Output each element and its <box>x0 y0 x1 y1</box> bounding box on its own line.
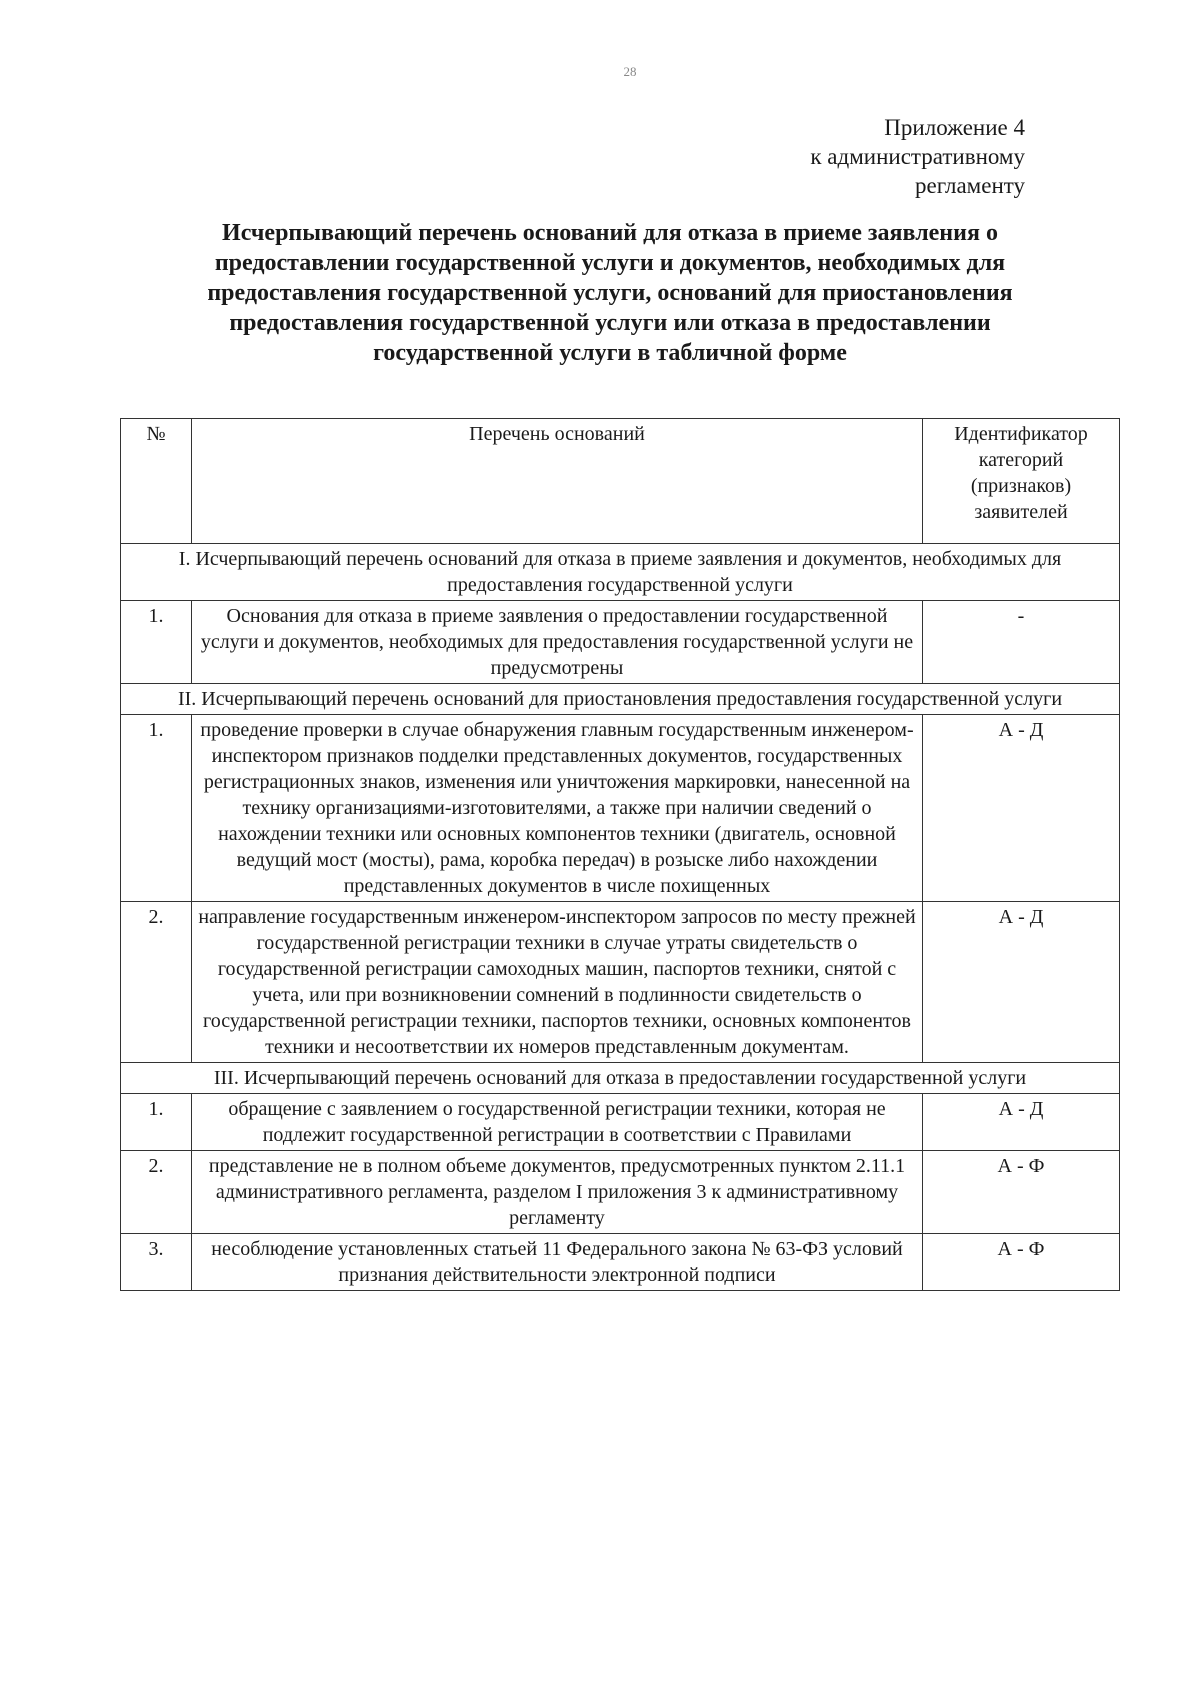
row-number: 1. <box>121 1094 192 1151</box>
appendix-line-1: Приложение 4 <box>884 115 1025 140</box>
row-number: 3. <box>121 1234 192 1291</box>
row-text: направление государственным инженером-инспектором запросов по месту прежней государственной регистрации техники в случае утраты свидетельств о государственной регистрации самоходных машин, паспортов техники, снятой с учета, или при возникновении сомнений в подлинности свидетельств о государственной регистрации техники, паспортов техники, основных компонентов техники и несоответствии их номеров представленным документам. <box>192 902 923 1063</box>
header-identifier: Идентификатор категорий (признаков) заявителей <box>923 419 1120 544</box>
header-number: № <box>121 419 192 544</box>
row-identifier: - <box>923 601 1120 684</box>
page-number: 28 <box>623 64 637 79</box>
row-text: проведение проверки в случае обнаружения главным государственным инженером-инспектором признаков подделки представленных документов, государственных регистрационных знаков, изменения или уничтожения маркировки, нанесенной на технику организациями-изготовителями, а также при наличии сведений о нахождении техники или основных компонентов техники (двигатель, основной ведущий мост (мосты), рама, коробка передач) в розыске либо нахождении представленных документов в числе похищенных <box>192 715 923 902</box>
table-row <box>121 902 1120 1063</box>
section-title: III. Исчерпывающий перечень оснований для отказа в предоставлении государственной услуги <box>121 1063 1120 1094</box>
row-text: представление не в полном объеме документов, предусмотренных пунктом 2.11.1 административного регламента, разделом I приложения 3 к административному регламенту <box>192 1151 923 1234</box>
grounds-table <box>120 418 1120 1291</box>
table-row <box>121 601 1120 684</box>
row-identifier: А - Ф <box>923 1234 1120 1291</box>
section-row <box>121 684 1120 715</box>
table-row <box>121 1234 1120 1291</box>
table-row <box>121 1151 1120 1234</box>
row-text: Основания для отказа в приеме заявления о предоставлении государственной услуги и документов, необходимых для предоставления государственной услуги не предусмотрены <box>192 601 923 684</box>
row-identifier: А - Д <box>923 715 1120 902</box>
row-number: 1. <box>121 715 192 902</box>
table-row <box>121 715 1120 902</box>
row-text: несоблюдение установленных статьей 11 Федерального закона № 63-ФЗ условий признания действительности электронной подписи <box>192 1234 923 1291</box>
appendix-line-3: регламенту <box>915 173 1025 198</box>
header-grounds: Перечень оснований <box>192 419 923 544</box>
row-identifier: А - Д <box>923 902 1120 1063</box>
table-header-row <box>121 419 1120 544</box>
table-row <box>121 1094 1120 1151</box>
section-title: I. Исчерпывающий перечень оснований для отказа в приеме заявления и документов, необходимых для предоставления государственной услуги <box>121 544 1120 601</box>
row-number: 2. <box>121 902 192 1063</box>
row-text: обращение с заявлением о государственной регистрации техники, которая не подлежит государственной регистрации в соответствии с Правилами <box>192 1094 923 1151</box>
section-row <box>121 1063 1120 1094</box>
appendix-reference <box>810 113 1025 200</box>
row-identifier: А - Ф <box>923 1151 1120 1234</box>
row-number: 1. <box>121 601 192 684</box>
row-number: 2. <box>121 1151 192 1234</box>
section-row <box>121 544 1120 601</box>
section-title: II. Исчерпывающий перечень оснований для приостановления предоставления государственной услуги <box>121 684 1120 715</box>
appendix-line-2: к административному <box>810 144 1025 169</box>
row-identifier: А - Д <box>923 1094 1120 1151</box>
document-title: Исчерпывающий перечень оснований для отказа в приеме заявления о предоставлении государственной услуги и документов, необходимых для предоставления государственной услуги, оснований для приостановления предоставления государственной услуги или отказа в предоставлении государственной услуги в табличной форме <box>207 220 1013 366</box>
